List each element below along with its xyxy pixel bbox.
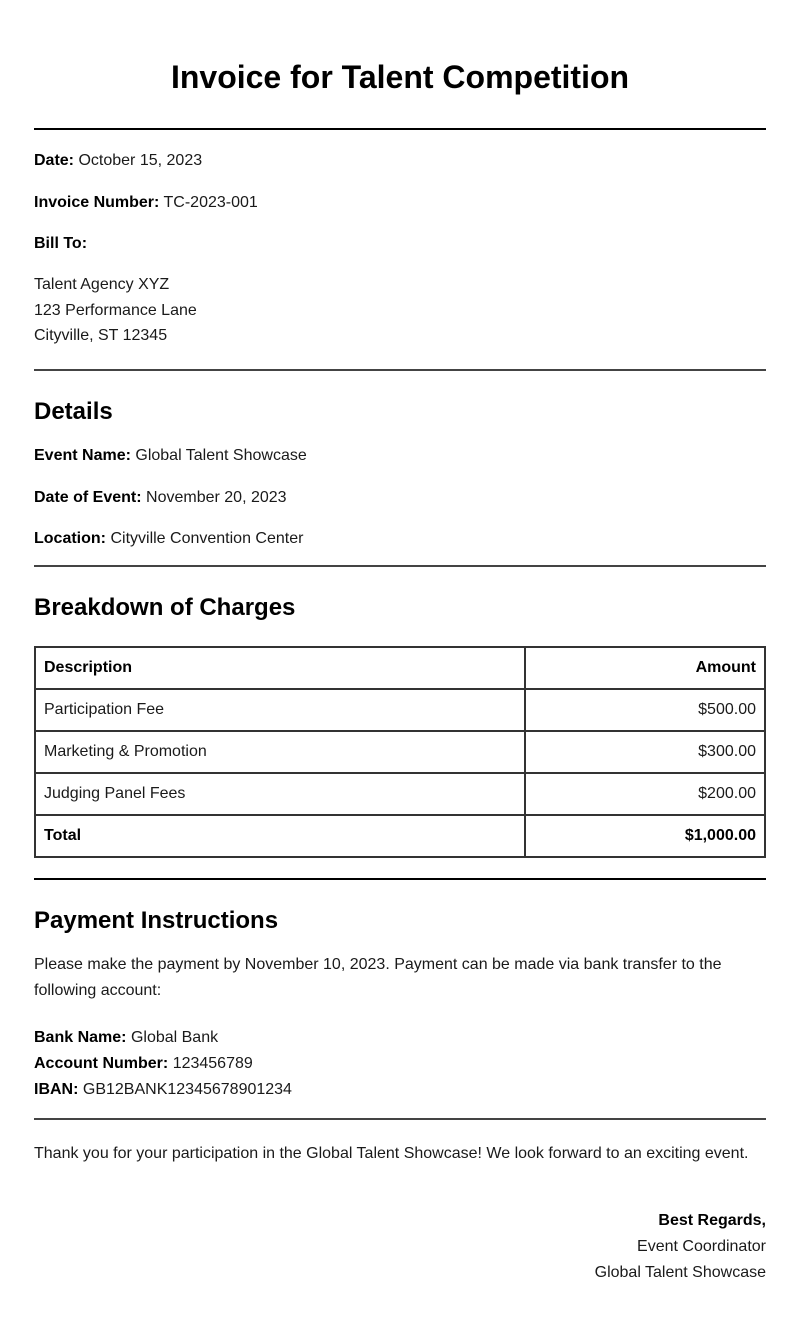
charge-description: Participation Fee [35,689,525,731]
event-name-value: Global Talent Showcase [135,446,307,464]
payment-instructions: Please make the payment by November 10, 2023. Payment can be made via bank transfer to the following account: [34,955,722,999]
details-heading: Details [34,397,113,425]
charge-amount: $300.00 [525,731,765,773]
event-name [34,443,766,485]
event-date-label: Date of Event: [34,488,142,506]
column-header-description: Description [35,647,525,689]
invoice-title: Invoice for Talent Competition [170,59,630,95]
invoice-number [34,190,766,231]
total-label: Total [35,815,525,857]
bill-to-heading [34,231,766,272]
iban-value: GB12BANK12345678901234 [82,1080,292,1098]
payment-section [34,880,766,1118]
thank-you-message: Thank you for your participation in the Global Talent Showcase! We look forward to an exciting event. [34,1144,749,1162]
charge-description: Judging Panel Fees [35,773,525,815]
bank-name [34,1025,766,1051]
event-location [34,526,766,565]
iban-label: IBAN: [34,1080,79,1098]
signer-role: Event Coordinator [637,1237,766,1255]
bill-to-line: Cityville, ST 12345 [34,327,168,345]
bill-to-line: Talent Agency XYZ [34,276,170,293]
bank-name-value: Global Bank [130,1028,219,1046]
bill-to-label: Bill To: [34,235,88,252]
invoice-date [34,148,766,190]
table-row [35,689,765,731]
account-number [34,1051,766,1077]
invoice-date-value: October 15, 2023 [78,152,203,169]
table-row [35,773,765,815]
column-header-amount: Amount [525,647,765,689]
bill-to-address [34,272,766,369]
event-location-value: Cityville Convention Center [110,529,304,547]
signoff [34,1208,766,1286]
account-number-value: 123456789 [172,1054,253,1072]
account-number-label: Account Number: [34,1054,169,1072]
table-header-row [35,647,765,689]
charges-heading: Breakdown of Charges [34,593,296,621]
details-section [34,371,766,565]
event-date [34,485,766,526]
invoice-header [34,130,766,369]
event-location-label: Location: [34,529,106,547]
invoice-date-label: Date: [34,152,75,169]
event-name-label: Event Name: [34,446,131,464]
total-amount: $1,000.00 [525,815,765,857]
charge-amount: $200.00 [525,773,765,815]
regards-text [34,1208,766,1234]
regards-label: Best Regards, [658,1211,766,1229]
charge-amount: $500.00 [525,689,765,731]
table-row [35,731,765,773]
signer-org: Global Talent Showcase [594,1263,766,1281]
invoice-number-value: TC-2023-001 [163,194,258,211]
bank-details [34,1025,766,1118]
payment-heading: Payment Instructions [34,906,279,934]
total-row [35,815,765,857]
bill-to-line: 123 Performance Lane [34,301,197,319]
invoice-number-label: Invoice Number: [34,194,160,211]
charge-description: Marketing & Promotion [35,731,525,773]
charges-table [34,646,766,858]
iban [34,1077,766,1103]
charges-section [34,567,766,858]
bank-name-label: Bank Name: [34,1028,127,1046]
event-date-value: November 20, 2023 [146,488,287,506]
